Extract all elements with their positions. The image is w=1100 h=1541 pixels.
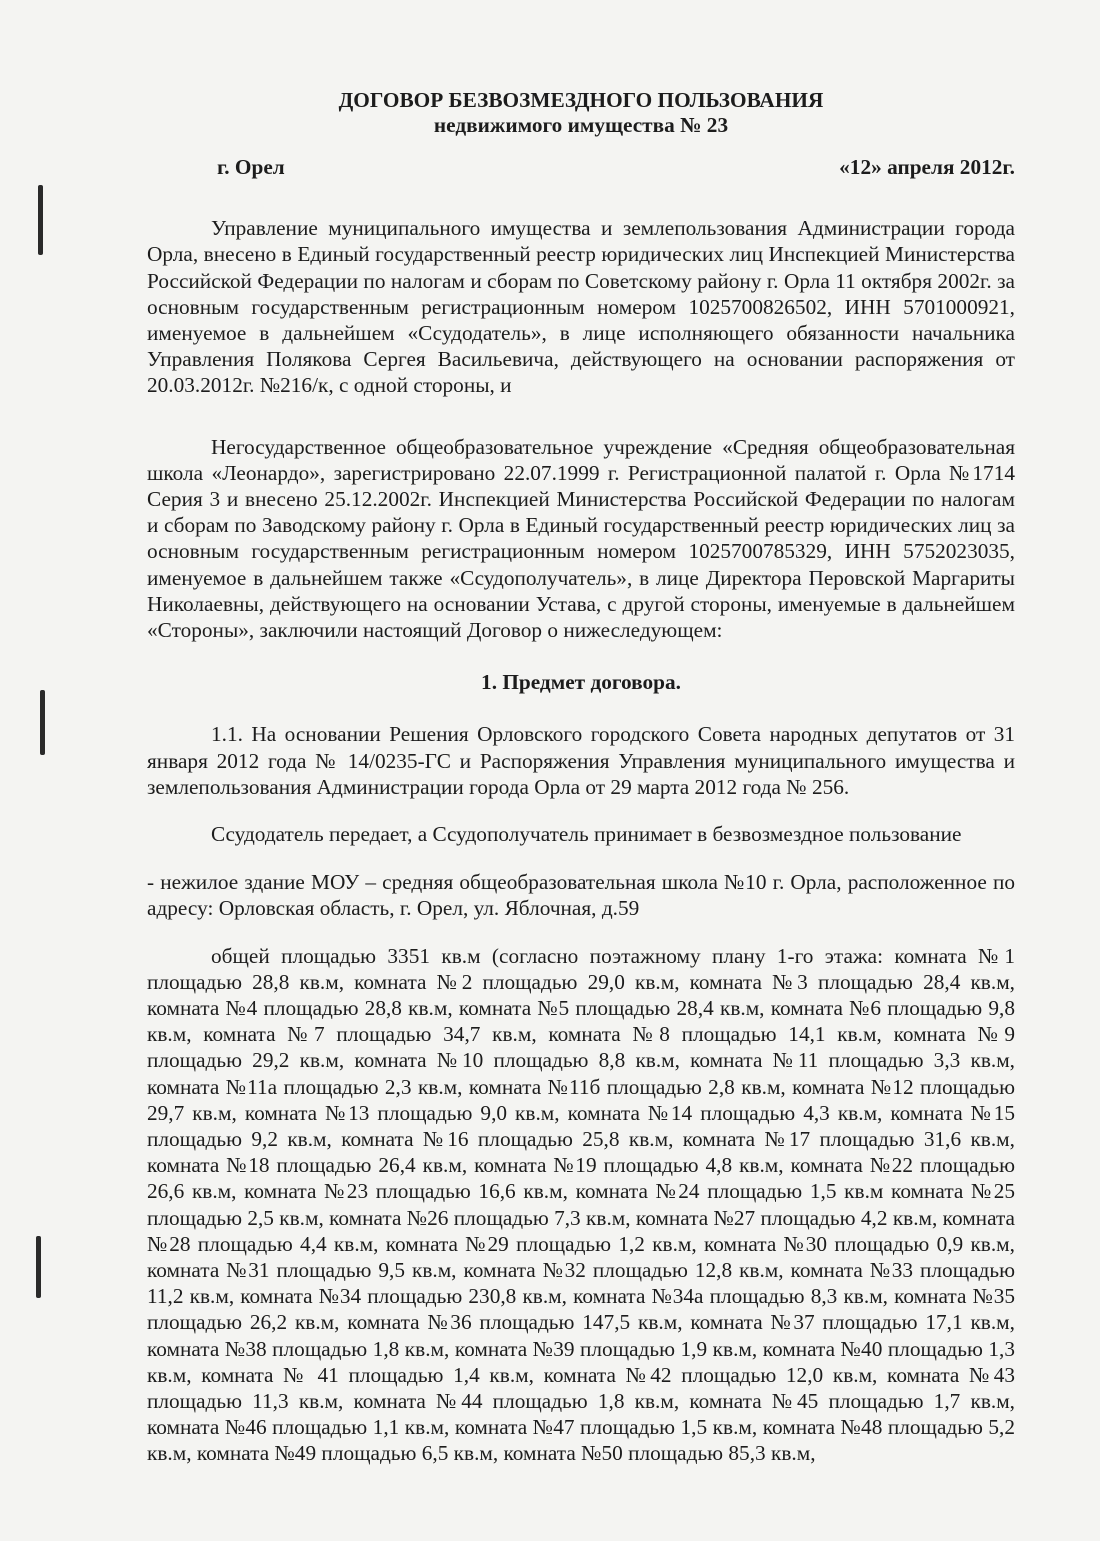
transfer-paragraph: Ссудодатель передает, а Ссудополучатель принимает в безвозмездное пользование — [211, 822, 962, 847]
section-1-title: 1. Предмет договора. — [481, 670, 681, 695]
clause-1-1: 1.1. На основании Решения Орловского городского Совета народных депутатов от 31 января 2012 года № 14/0235-ГС и Распоряжения Управления муниципального имущества и землепользования Администрации города Орла от 29 марта 2012 года № 256. — [147, 722, 1015, 799]
city: г. Орел — [217, 155, 285, 179]
contract-date: «12» апреля 2012г. — [839, 155, 1015, 179]
title-line-2: недвижимого имущества № 23 — [433, 113, 729, 137]
building-paragraph: - нежилое здание МОУ – средняя общеобразовательная школа №10 г. Орла, расположенное по адресу: Орловская область, г. Орел, ул. Яблочная, д.59 — [147, 869, 1015, 921]
place-date-line — [147, 154, 1015, 180]
area-paragraph: общей площадью 3351 кв.м (согласно поэтажному плану 1-го этажа: комната №1 площадью 28,8 кв.м, комната №2 площадью 29,0 кв.м, комната №3 площадью 28,4 кв.м, комната №4 площадью 28,8 кв.м, комната №5 площадью 28,4 кв.м, комната №6 площадью 9,8 кв.м, комната №7 площадью 34,7 кв.м, комната №8 площадью 14,1 кв.м, комната №9 площадью 29,2 кв.м, комната №10 площадью 8,8 кв.м, комната №11 площадью 3,3 кв.м, комната №11а площадью 2,3 кв.м, комната №11б площадью 2,8 кв.м, комната №12 площадью 29,7 кв.м, комната №13 площадью 9,0 кв.м, комната №14 площадью 4,3 кв.м, комната №15 площадью 9,2 кв.м, комната №16 площадью 25,8 кв.м, комната №17 площадью 31,6 кв.м, комната №18 площадью 26,4 кв.м, комната №19 площадью 4,8 кв.м, комната №22 площадью 26,6 кв.м, комната №23 площадью 16,6 кв.м, комната №24 площадью 1,5 кв.м комната №25 площадью 2,5 кв.м, комната №26 площадью 7,3 кв.м, комната №27 площадью 4,2 кв.м, комната №28 площадью 4,4 кв.м, комната №29 площадью 1,2 кв.м, комната №30 площадью 0,9 кв.м, комната №31 площадью 9,5 кв.м, комната №32 площадью 12,8 кв.м, комната №33 площадью 11,2 кв.м, комната №34 площадью 230,8 кв.м, комната №34а площадью 8,3 кв.м, комната №35 площадью 26,2 кв.м, комната №36 площадью 147,5 кв.м, комната №37 площадью 17,1 кв.м, комната №38 площадью 1,8 кв.м, комната №39 площадью 1,9 кв.м, комната №40 площадью 1,3 кв.м, комната № 41 площадью 1,4 кв.м, комната №42 площадью 12,0 кв.м, комната №43 площадью 11,3 кв.м, комната №44 площадью 1,8 кв.м, комната №45 площадью 1,7 кв.м, комната №46 площадью 1,1 кв.м, комната №47 площадью 1,5 кв.м, комната №48 площадью 5,2 кв.м, комната №49 площадью 6,5 кв.м, комната №50 площадью 85,3 кв.м, — [147, 943, 1015, 1466]
title-line-1: ДОГОВОР БЕЗВОЗМЕЗДНОГО ПОЛЬЗОВАНИЯ — [338, 88, 824, 112]
party-2-paragraph: Негосударственное общеобразовательное учреждение «Средняя общеобразовательная школа «Леонардо», зарегистрировано 22.07.1999 г. Регистрационной палатой г. Орла №1714 Серия 3 и внесено 25.12.2002г. Инспекцией Министерства Российской Федерации по налогам и сборам по Заводскому району г. Орла в Единый государственный реестр юридических лиц за основным государственным регистрационным номером 1025700785329, ИНН 5752023035, именуемое в дальнейшем также «Ссудополучатель», в лице Директора Перовской Маргариты Николаевны, действующего на основании Устава, с другой стороны, именуемые в дальнейшем «Стороны», заключили настоящий Договор о нижеследующем: — [147, 434, 1015, 643]
document-body — [147, 88, 1015, 1488]
document-title — [147, 88, 1015, 138]
staple-mark — [36, 1236, 41, 1298]
staple-mark — [40, 690, 45, 755]
staple-mark — [38, 185, 43, 255]
party-1-paragraph: Управление муниципального имущества и землепользования Администрации города Орла, внесено в Единый государственный реестр юридических лиц Инспекцией Министерства Российской Федерации по налогам и сборам по Советскому району г. Орла 11 октября 2002г. за основным государственным регистрационным номером 1025700826502, ИНН 5701000921, именуемое в дальнейшем «Ссудодатель», в лице исполняющего обязанности начальника Управления Полякова Сергея Васильевича, действующего на основании распоряжения от 20.03.2012г. №216/к, с одной стороны, и — [147, 216, 1015, 398]
